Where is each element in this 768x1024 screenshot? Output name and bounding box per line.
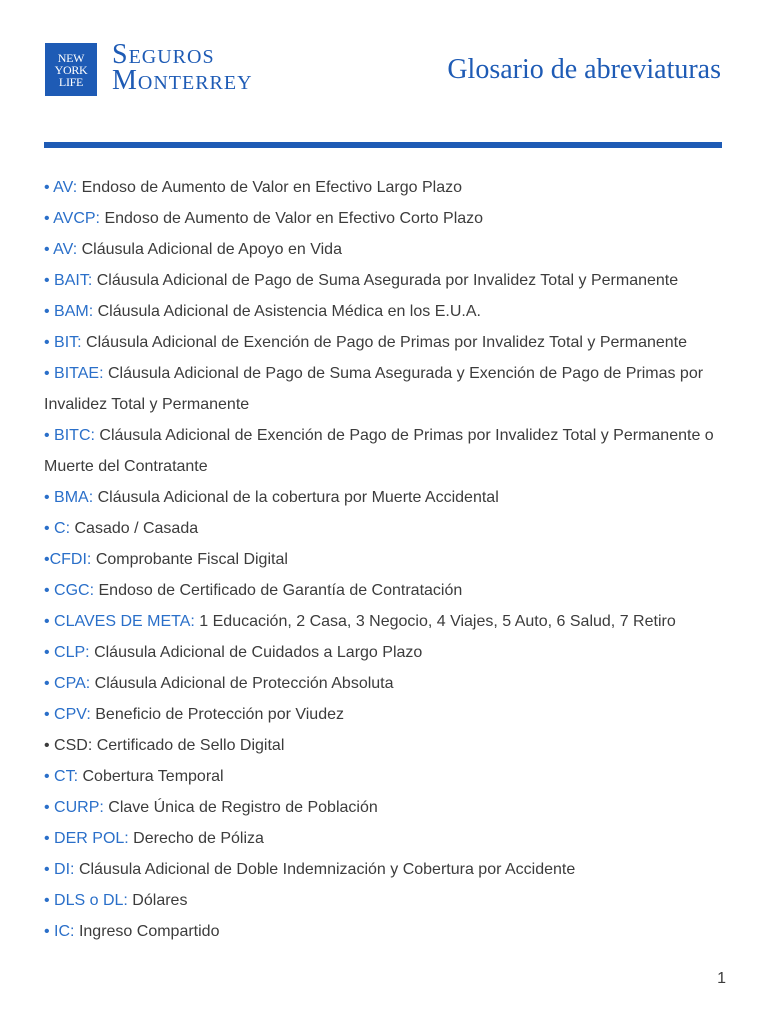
list-item [44,358,734,420]
list-item [44,172,734,203]
list-item [44,637,734,668]
abbreviation: • AV: [44,241,78,258]
definition: Cláusula Adicional de Pago de Suma Asegurada y Exención de Pago de Primas por Invalidez Total y Permanente [44,365,704,413]
header-divider [44,142,722,148]
abbreviation: • CGC: [44,582,95,599]
brand-line-2: Monterrey [112,65,253,96]
abbreviation: • AVCP: [44,210,100,227]
abbreviation: • CT: [44,768,79,785]
definition: Beneficio de Protección por Viudez [90,706,344,723]
logo-line-2: YORK [54,62,88,77]
list-item [44,823,734,854]
abbreviation: • CURP: [44,799,104,816]
definition: Comprobante Fiscal Digital [91,551,288,568]
definition: Ingreso Compartido [74,923,220,940]
abbreviation: •CFDI: [44,551,92,568]
abbreviation: • BITC: [44,427,95,444]
definition: Endoso de Aumento de Valor en Efectivo Corto Plazo [100,210,484,227]
new-york-life-logo [45,43,97,96]
definition: Endoso de Certificado de Garantía de Contratación [94,582,463,599]
list-item [44,854,734,885]
list-item [44,885,734,916]
abbreviation: • CPA: [44,675,91,692]
list-item [44,575,734,606]
list-item [44,296,734,327]
brand-name [112,39,253,96]
definition: Endoso de Aumento de Valor en Efectivo Largo Plazo [77,179,463,196]
list-item [44,265,734,296]
list-item [44,606,734,637]
abbreviation: • AV: [44,179,78,196]
abbreviation: • BAIT: [44,272,93,289]
list-item [44,420,734,482]
definition: Cláusula Adicional de Cuidados a Largo Plazo [89,644,423,661]
abbreviation: • CLP: [44,644,90,661]
definition: Cláusula Adicional de Exención de Pago de Primas por Invalidez Total y Permanente [81,334,688,351]
definition: Dólares [127,892,188,909]
list-item [44,730,734,761]
logo-line-1: NEW [57,50,85,65]
abbreviation: • C: [44,520,71,537]
definition: 1 Educación, 2 Casa, 3 Negocio, 4 Viajes, 5 Auto, 6 Salud, 7 Retiro [194,613,676,630]
list-item [44,699,734,730]
list-item [44,761,734,792]
definition: Casado / Casada [70,520,199,537]
definition: Derecho de Póliza [128,830,264,847]
definition: Cobertura Temporal [78,768,224,785]
definition: Cláusula Adicional de Apoyo en Vida [77,241,342,258]
abbreviation: • BIT: [44,334,82,351]
page-title: Glosario de abreviaturas [447,54,721,85]
list-item [44,668,734,699]
brand-line-1: Seguros [112,39,215,70]
abbreviation: • DI: [44,861,75,878]
list-item [44,482,734,513]
definition: Cláusula Adicional de Exención de Pago de Primas por Invalidez Total y Permanente o Muerte del Contratante [44,427,714,475]
list-item [44,792,734,823]
definition: Cláusula Adicional de Pago de Suma Asegurada por Invalidez Total y Permanente [92,272,679,289]
definition: Certificado de Sello Digital [92,737,285,754]
abbreviation: • CSD: [44,737,93,754]
definition: Clave Única de Registro de Población [103,799,378,816]
logo-line-3: LIFE [58,74,84,89]
list-item [44,203,734,234]
abbreviation: • BAM: [44,303,94,320]
abbreviation: • CPV: [44,706,91,723]
glossary-list [44,172,734,947]
definition: Cláusula Adicional de Protección Absoluta [90,675,394,692]
abbreviation: • DER POL: [44,830,129,847]
document-header [0,0,768,150]
list-item [44,234,734,265]
list-item [44,916,734,947]
abbreviation: • IC: [44,923,75,940]
list-item [44,327,734,358]
page-number: 1 [717,970,726,987]
definition: Cláusula Adicional de Doble Indemnización y Cobertura por Accidente [74,861,576,878]
abbreviation: • DLS o DL: [44,892,128,909]
definition: Cláusula Adicional de Asistencia Médica en los E.U.A. [93,303,481,320]
abbreviation: • BITAE: [44,365,104,382]
list-item [44,544,734,575]
list-item [44,513,734,544]
definition: Cláusula Adicional de la cobertura por Muerte Accidental [93,489,499,506]
abbreviation: • BMA: [44,489,94,506]
abbreviation: • CLAVES DE META: [44,613,195,630]
